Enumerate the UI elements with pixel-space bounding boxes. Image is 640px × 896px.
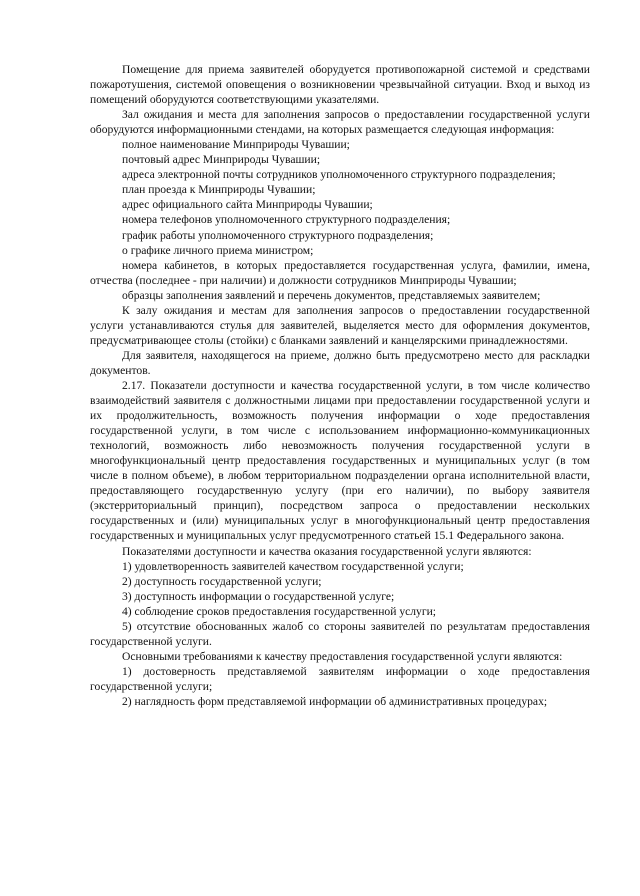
list-item-postal-address: почтовый адрес Минприроды Чувашии; xyxy=(122,153,321,167)
list-item-indicator-3: 3) доступность информации о государственной услуге; xyxy=(122,589,395,603)
paragraph-section-2-17: 2.17. Показатели доступности и качества государственной услуги, в том числе количество взаимодействий заявителя с должностными лицами при предоставлении государственной услуги и их продолжительность, возможность получения информации о ходе предоставления государственной услуги, в том числе с использованием информационно-коммуникационных технологий, возможность либо невозможность получения государственной услуги в многофункциональный центр предоставления государственных и муниципальных услуг (в том числе в полном объеме), в любом территориальном подразделении органа исполнительной власти, предоставляющего государственную услугу (при его наличии), по выбору заявителя (экстерриториальный принцип), посредством запроса о предоставлении нескольких государственных и (или) муниципальных услуг в многофункциональный центр предоставления государственных и муниципальных услуг предусмотренного статьей 15.1 Федерального закона. xyxy=(90,378,590,543)
list-item-requirement-1: 1) достоверность представляемой заявителям информации о ходе предоставления государственной услуги; xyxy=(90,664,590,693)
paragraph-waiting-hall: К залу ожидания и местам для заполнения запросов о предоставлении государственной услуги устанавливаются стулья для заявителей, выделяется место для оформления документов, предусматривающее столы (стойки) с бланками заявлений и канцелярскими принадлежностями. xyxy=(90,303,590,347)
list-item-samples: образцы заполнения заявлений и перечень документов, представляемых заявителем; xyxy=(122,288,541,302)
list-item-office-numbers: номера кабинетов, в которых предоставляется государственная услуга, фамилии, имена, отчества (последнее - при наличии) и должности сотрудников Минприроды Чувашии; xyxy=(90,258,590,287)
paragraph-indicators-intro: Показателями доступности и качества оказания государственной услуги являются: xyxy=(122,544,532,558)
paragraph-requirements-intro: Основными требованиями к качеству предоставления государственной услуги являются: xyxy=(122,649,563,663)
list-item-requirement-2: 2) наглядность форм представляемой информации об административных процедурах; xyxy=(122,694,548,708)
list-item-indicator-4: 4) соблюдение сроков предоставления государственной услуги; xyxy=(122,604,437,618)
list-item-website: адрес официального сайта Минприроды Чувашии; xyxy=(122,198,373,212)
list-item-indicator-5: 5) отсутствие обоснованных жалоб со стороны заявителей по результатам предоставления государственной услуги. xyxy=(90,619,590,648)
list-item-phones: номера телефонов уполномоченного структурного подразделения; xyxy=(122,213,451,227)
list-item-schedule: график работы уполномоченного структурного подразделения; xyxy=(122,228,434,242)
list-item-full-name: полное наименование Минприроды Чувашии; xyxy=(122,138,350,152)
list-item-indicator-2: 2) доступность государственной услуги; xyxy=(122,574,322,588)
paragraph-document-place: Для заявителя, находящегося на приеме, должно быть предусмотрено место для раскладки документов. xyxy=(90,348,590,377)
list-item-minister-reception: о графике личного приема министром; xyxy=(122,243,314,257)
paragraph-info-stands: Зал ожидания и места для заполнения запросов о предоставлении государственной услуги оборудуются информационными стендами, на которых размещается следующая информация: xyxy=(90,108,590,137)
paragraph-fire-safety: Помещение для приема заявителей оборудуется противопожарной системой и средствами пожаротушения, системой оповещения о возникновении чрезвычайной ситуации. Вход и выход из помещений оборудуются соответствующими указателями. xyxy=(90,63,590,107)
list-item-indicator-1: 1) удовлетворенность заявителей качеством государственной услуги; xyxy=(122,559,464,573)
list-item-travel-plan: план проезда к Минприроды Чувашии; xyxy=(122,183,316,197)
list-item-email-addresses: адреса электронной почты сотрудников уполномоченного структурного подразделения; xyxy=(122,168,556,182)
